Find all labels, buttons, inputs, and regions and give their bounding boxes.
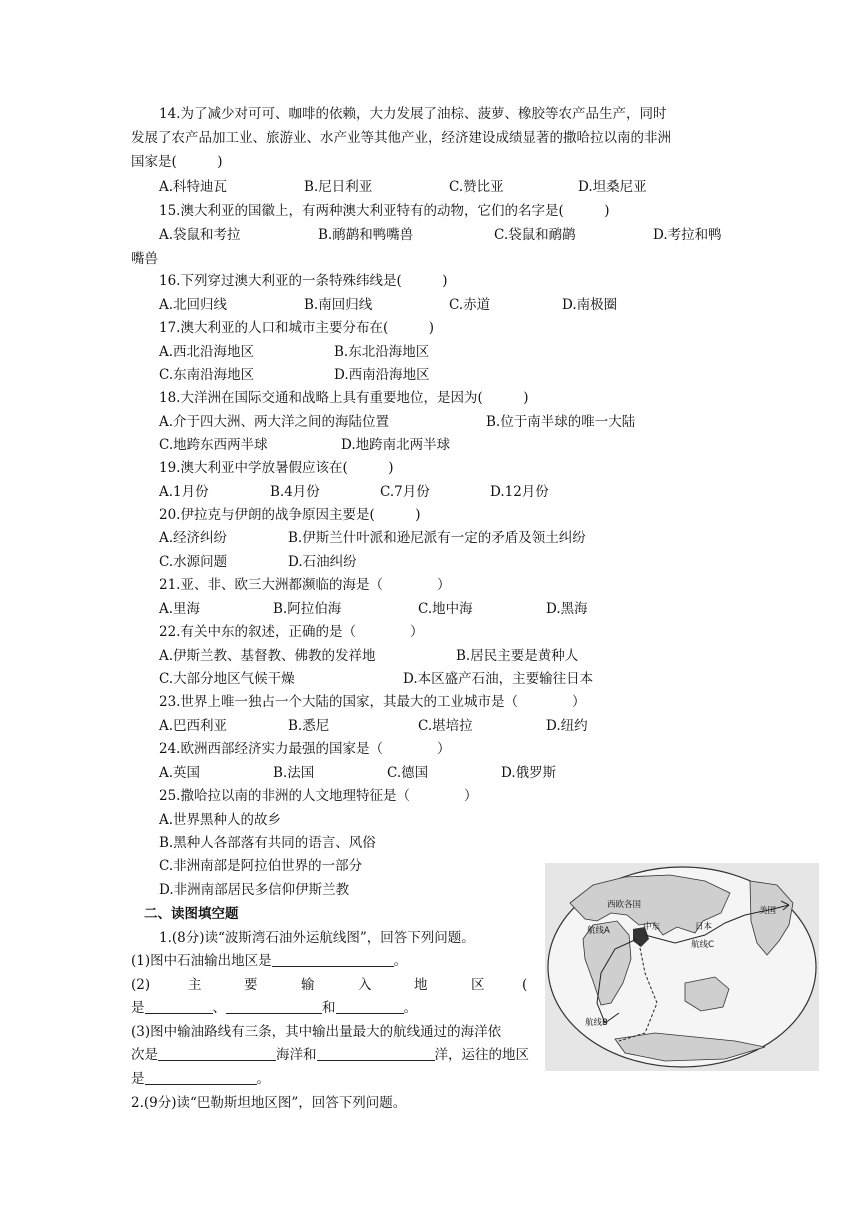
q25-option-b: B.黑种人各部落有共同的语言、风俗	[159, 835, 376, 851]
q17-option-a: A.西北沿海地区	[159, 344, 255, 360]
q20-option-c: C.水源问题	[159, 554, 228, 570]
s2-q1-part3-line2	[131, 1045, 529, 1065]
s2-q1-part3-line1: (3)图中输油路线有三条，其中输出量最大的航线通过的海洋依	[131, 1024, 502, 1040]
answer-blank[interactable]	[272, 952, 394, 967]
q19-option-c: C.7月份	[380, 484, 430, 500]
q14-stem-line1: 14.为了减少对可可、咖啡的依赖，大力发展了油棕、菠萝、橡胶等农产品生产，同时	[159, 106, 667, 122]
q14-option-d: D.坦桑尼亚	[578, 179, 647, 195]
q23-stem: 23.世界上唯一独占一个大陆的国家，其最大的工业城市是（ ）	[159, 694, 586, 710]
q18-option-d: D.地跨南北两半球	[341, 437, 451, 453]
q25-option-d: D.非洲南部居民多信仰伊斯兰教	[159, 882, 350, 898]
q23-option-b: B.悉尼	[288, 718, 330, 734]
q16-option-d: D.南极圈	[562, 297, 618, 313]
s2-q1-part2-line1-b: 主	[188, 977, 202, 993]
q20-stem: 20.伊拉克与伊朗的战争原因主要是( )	[159, 507, 421, 523]
q22-option-b: B.居民主要是黄种人	[456, 648, 579, 664]
q14-stem-line3: 国家是( )	[131, 154, 223, 170]
q15-option-d-wrap: 嘴兽	[131, 251, 158, 267]
q14-option-b: B.尼日利亚	[304, 179, 373, 195]
q17-stem: 17.澳大利亚的人口和城市主要分布在( )	[159, 320, 435, 336]
q14-option-a: A.科特迪瓦	[159, 179, 228, 195]
s2-q1-part2-line1-e: 入	[358, 977, 372, 993]
q14-option-c: C.赞比亚	[449, 179, 504, 195]
s2-q2-intro: 2.(9分)读“巴勒斯坦地区图”，回答下列问题。	[131, 1095, 407, 1111]
s2-q1-part2-and: 和	[322, 1000, 336, 1016]
q20-option-d: D.石油纠纷	[288, 554, 357, 570]
q15-option-a: A.袋鼠和考拉	[159, 227, 241, 243]
q19-option-d: D.12月份	[490, 484, 549, 500]
q22-option-d: D.本区盛产石油，主要输往日本	[403, 671, 594, 687]
s2-q1-part2-line1-g: 区	[471, 977, 485, 993]
s2-q1-part2-sep1: 、	[212, 1000, 226, 1016]
q18-option-b: B.位于南半球的唯一大陆	[486, 414, 636, 430]
answer-blank[interactable]	[336, 999, 404, 1014]
q21-option-b: B.阿拉伯海	[273, 601, 342, 617]
q24-option-b: B.法国	[273, 765, 315, 781]
q22-option-c: C.大部分地区气候干燥	[159, 671, 295, 687]
s2-q1-part2-line1-f: 地	[414, 977, 428, 993]
s2-q1-part2-end: 。	[403, 1000, 417, 1016]
q16-stem: 16.下列穿过澳大利亚的一条特殊纬线是( )	[159, 273, 448, 289]
q20-option-a: A.经济纠纷	[159, 530, 228, 546]
q18-option-c: C.地跨东西两半球	[159, 437, 268, 453]
q18-option-a: A.介于四大洲、两大洋之间的海陆位置	[159, 414, 390, 430]
q19-option-b: B.4月份	[270, 484, 320, 500]
q18-stem: 18.大洋洲在国际交通和战略上具有重要地位，是因为( )	[159, 390, 529, 406]
q16-option-c: C.赤道	[449, 297, 491, 313]
s2-q1-part1-end: 。	[393, 953, 408, 969]
q21-stem: 21.亚、非、欧三大洲都濒临的海是（ ）	[159, 577, 451, 593]
label-usa: 美国	[759, 906, 777, 916]
s2-q1-part3-b: 海洋和	[276, 1047, 317, 1063]
q16-option-a: A.北回归线	[159, 297, 228, 313]
s2-q1-part3-end: 。	[256, 1071, 270, 1087]
q14-stem-line2: 发展了农产品加工业、旅游业、水产业等其他产业，经济建设成绩显著的撒哈拉以南的非洲	[131, 130, 671, 146]
q23-option-c: C.堪培拉	[418, 718, 473, 734]
q23-option-a: A.巴西利亚	[159, 718, 228, 734]
label-route-b: 航线B	[585, 1018, 608, 1028]
q21-option-c: C.地中海	[418, 601, 473, 617]
q17-option-b: B.东北沿海地区	[334, 344, 430, 360]
answer-blank[interactable]	[158, 1046, 276, 1061]
oil-route-map-svg	[545, 863, 819, 1071]
s2-q1-part1-text: (1)图中石油输出地区是	[131, 953, 272, 969]
answer-blank[interactable]	[145, 999, 213, 1014]
q22-option-a: A.伊斯兰教、基督教、佛教的发祥地	[159, 648, 376, 664]
q23-option-d: D.纽约	[546, 718, 588, 734]
section-title: 二、读图填空题	[144, 906, 239, 922]
answer-blank[interactable]	[317, 1046, 435, 1061]
label-route-a: 航线A	[587, 926, 610, 936]
s2-q1-part3-a: 次是	[131, 1047, 158, 1063]
q25-option-c: C.非洲南部是阿拉伯世界的一部分	[159, 858, 363, 874]
q21-option-d: D.黑海	[546, 601, 588, 617]
s2-q1-part2-line1-c: 要	[244, 977, 258, 993]
q15-option-d: D.考拉和鸭	[653, 227, 722, 243]
q24-stem: 24.欧洲西部经济实力最强的国家是（ ）	[159, 741, 451, 757]
oil-route-map	[545, 863, 819, 1071]
q15-stem: 15.澳大利亚的国徽上，有两种澳大利亚特有的动物，它们的名字是( )	[159, 203, 610, 219]
q22-stem: 22.有关中东的叙述，正确的是（ ）	[159, 624, 424, 640]
s2-q1-part2-line1-d: 输	[301, 977, 315, 993]
q19-stem: 19.澳大利亚中学放暑假应该在( )	[159, 460, 394, 476]
answer-blank[interactable]	[226, 999, 322, 1014]
s2-q1-part2-line1-a: (2)	[131, 977, 151, 993]
s2-q1-part2-is: 是	[131, 1000, 145, 1016]
label-route-c: 航线C	[691, 940, 714, 950]
q17-option-d: D.西南沿海地区	[334, 367, 430, 383]
q20-option-b: B.伊斯兰什叶派和逊尼派有一定的矛盾及领土纠纷	[288, 530, 586, 546]
s2-q1-intro: 1.(8分)读“波斯湾石油外运航线图”，回答下列问题。	[159, 930, 475, 946]
q24-option-a: A.英国	[159, 765, 201, 781]
s2-q1-part3-c: 洋，运往的地区	[434, 1047, 529, 1063]
q25-option-a: A.世界黑种人的故乡	[159, 812, 282, 828]
q24-option-c: C.德国	[387, 765, 429, 781]
label-middle-east: 中东	[643, 922, 661, 932]
q25-stem: 25.撒哈拉以南的非洲的人文地理特征是（ ）	[159, 788, 478, 804]
q24-option-d: D.俄罗斯	[501, 765, 557, 781]
s2-q1-part1	[131, 951, 407, 971]
s2-q1-part2-line1-h: (	[522, 977, 528, 993]
label-western-europe: 西欧各国	[607, 900, 642, 910]
q15-option-b: B.鸸鹋和鸭嘴兽	[318, 227, 414, 243]
q21-option-a: A.里海	[159, 601, 201, 617]
q17-option-c: C.东南沿海地区	[159, 367, 255, 383]
q16-option-b: B.南回归线	[304, 297, 373, 313]
s2-q1-part2-line2	[131, 998, 417, 1018]
q15-option-c: C.袋鼠和鸸鹋	[494, 227, 576, 243]
label-japan: 日本	[695, 922, 713, 932]
q19-option-a: A.1月份	[159, 484, 209, 500]
s2-q1-part3-d: 是	[131, 1071, 145, 1087]
s2-q1-part3-line3	[131, 1069, 270, 1089]
answer-blank[interactable]	[145, 1070, 257, 1085]
